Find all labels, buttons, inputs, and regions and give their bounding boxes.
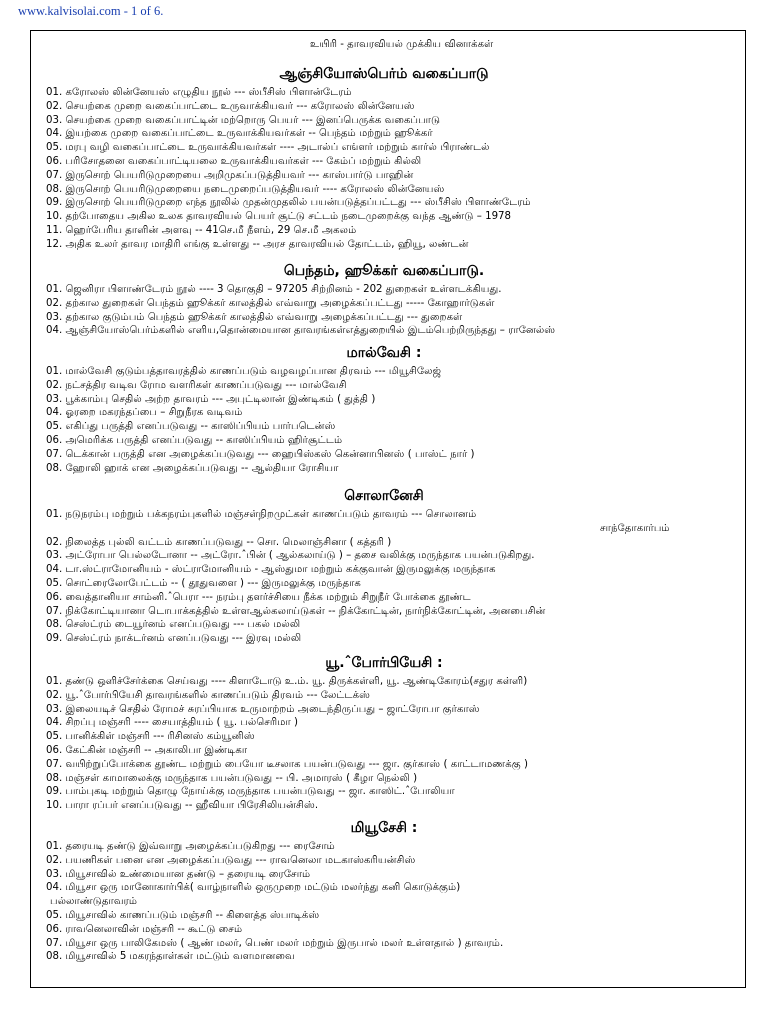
document-title: உயிரி - தாவரவியல் முக்கிய வினாக்கள் xyxy=(310,39,494,50)
list-item: 08. இருசொற் பெயரிடுமுறையை நடைமுறைப்படுத்தியவர் ---- கரோலஸ் லின்னேயஸ் xyxy=(46,183,445,195)
list-item: 01. நடுநரம்பு மற்றும் பக்கநரம்புகளில் மஞ்சள்நிறமுட்கள் காணப்படும் தாவரம் --- சொலானம் xyxy=(46,509,477,520)
list-item: 04. ஓரறை மகரந்தப்பை – சிறுநீரக வடிவம் xyxy=(46,407,243,419)
list-item: 03. இலையடிச் செதில் ரோமச் சுரப்பியாக உருமாற்றம் அடைந்திருப்பது – ஜாட்ரோபா குர்காஸ் xyxy=(46,703,480,715)
list-item: 02. நிலைத்த புல்லி வட்டம் காணப்படுவது -- சொ. மெலாஞ்சினா ( கத்தரி ) xyxy=(46,536,392,548)
section-heading: மால்வேசி : xyxy=(346,345,422,361)
list-item: 11. ஹெர்பேரிய தாளின் அளவு -- 41செ.மீ நீளம், 29 செ.மீ அகலம் xyxy=(46,225,357,236)
list-item: 03. தற்கால குடும்பம் பெந்தம் ஹூக்கர் காலத்தில் எவ்வாறு அழைக்கப்பட்டது --- துறைகள் xyxy=(46,311,463,323)
list-item: 07. இருசொற் பெயரிடுமுறையை அறிமுகப்படுத்தியவர் --- காஸ்பார்டு பாஹின் xyxy=(46,169,414,181)
list-item: 03. செயற்கை முறை வகைப்பாட்டின் மற்றொரு பெயர் --- இனப்பெருக்க வகைப்பாடு xyxy=(46,114,441,126)
list-item: 03. அட்ரோபா பெல்லடோனா -- அட்ரோ.ˆபின் ( ஆல்கலாய்டு ) – தசை வலிக்கு மருந்தாக பயன்படுகிறது. xyxy=(46,550,535,562)
list-item: 10. பாரா ரப்பர் எனப்படுவது -- ஹீவியா பிரேசிலியன்சிஸ். xyxy=(46,800,319,812)
list-item: 03. மியூசாவில் உண்மையான தண்டு – தரையடி ரைசோம் xyxy=(46,868,311,880)
list-item: 01. மால்வேசி குடும்பத்தாவரத்தில் காணப்படும் வழவழப்பான திரவம் --- மியூசிலேஜ் xyxy=(46,366,442,377)
list-item: 02. பயணிகள் பனை என அழைக்கப்படுவது --- ராவனெலா மடகாஸ்கரியன்சிஸ் xyxy=(46,854,416,866)
list-item: 06. ராவனெலாவின் மஞ்சரி -- கூட்டு சைம் xyxy=(46,923,243,935)
list-item: 05. எகிப்து பருத்தி எனப்படுவது -- காஸிப்பியம் பார்படென்ஸ் xyxy=(46,421,336,433)
list-item: 03. பூக்காம்பு செதில் அற்ற தாவரம் --- அபுட்டிலான் இண்டிகம் ( துத்தி ) xyxy=(46,393,376,405)
section-heading: மியூசேசி : xyxy=(350,820,418,836)
list-item: 07. மியூசா ஒரு பாலிகேமஸ் ( ஆண் மலர், பெண் மலர் மற்றும் இருபால் மலர் உள்ளதால் ) தாவரம். xyxy=(46,937,504,949)
list-item: 05. சொட்ரைலோபேட்டம் -- ( தூதுவளை ) --- இருமலுக்கு மருந்தாக xyxy=(46,578,361,589)
list-item: 01. ஜெனிரா பிளாண்டேரம் நூல் ---- 3 தொகுதி – 97205 சிற்றினம் - 202 துறைகள் உள்ளடக்கியது. xyxy=(46,284,502,295)
list-item: 02. செயற்கை முறை வகைப்பாட்டை உருவாக்கியவர் --- கரோலஸ் லின்னேயஸ் xyxy=(46,100,415,112)
list-item: 09. இருசொற் பெயரிடுமுறை எந்த நூலில் முதன்முதலில் பயன்படுத்தப்பட்டது --- ஸ்பீசிஸ் பிளாண்டேரம் xyxy=(46,197,531,209)
list-item: 02. யூ.ˆபோர்பியேசி தாவரங்களில் காணப்படும் திரவம் --- லேட்டக்ஸ் xyxy=(46,689,371,701)
list-item: 04. சிறப்பு மஞ்சரி ---- சையாத்தியம் ( யூ. பல்செரிமா ) xyxy=(46,717,299,729)
list-item: 07. நிக்கோட்டியானா டொபாக்கத்தில் உள்ளஆல்கலாய்டுகள் -- நிக்கோட்டின், நார்நிக்கோட்டின், அனபைசின் xyxy=(46,605,546,617)
list-item: 10. தற்போதைய அகில உலக தாவரவியல் பெயர் சூட்டு சட்டம் நடைமுறைக்கு வந்த ஆண்டு – 1978 xyxy=(46,211,512,223)
list-item: 04. ஆஞ்சியோஸ்பெர்ம்களில் எளிய,தொன்மையான தாவரங்கள்எத்துறையில் இடம்பெற்றிருந்தது – ரானேல்ஸ் xyxy=(46,325,556,337)
list-item: 01. தண்டு ஒளிச்சேர்க்கை செய்வது ---- கிளாடோடு உ.ம். யூ. திருக்கள்ளி, யூ. ஆண்டிகோரம்(சதுர கள்ளி) xyxy=(46,676,528,687)
list-item: 07. வயிற்றுப்போக்கை தூண்ட மற்றும் பையோ டீசலாக பயன்படுவது --- ஜா. குர்காஸ் ( காட்டாமணக்கு ) xyxy=(46,758,528,770)
list-item: 06. கேட்கின் மஞ்சரி -- அகாலிபா இண்டிகா xyxy=(46,745,248,756)
list-item: 06. வைத்தானியா சாம்னி.ˆபெரா --- நரம்பு தளர்ச்சியை நீக்க மற்றும் சிறுநீர் போக்கை தூண்ட xyxy=(46,591,471,603)
list-item: 12. அதிக உலர் தாவர மாதிரி எங்கு உள்ளது -- அரச தாவரவியல் தோட்டம், ஹியூ, லண்டன் xyxy=(46,238,469,250)
list-item: 04. மியூசா ஒரு மானோகார்பிக்( வாழ்நாளில் ஒருமுறை மட்டும் மலர்ந்து கனி கொடுக்கும்) xyxy=(46,882,461,894)
list-item: 08. மஞ்சள் காமாலைக்கு மருந்தாக பயன்படுவது -- பி. அமாரஸ் ( கீழா நெல்லி ) xyxy=(46,772,418,784)
list-item: 09. பாம்புகடி மற்றும் தொழு நோய்க்கு மருந்தாக பயன்படுவது -- ஜா. காஸிட்.ˆபோலியா xyxy=(46,786,455,798)
list-item: 01. தரையடி தண்டு இவ்வாறு அழைக்கப்படுகிறது --- ரைசோம் xyxy=(46,841,335,852)
list-item: 07. டெக்கான் பருத்தி என அழைக்கப்படுவது --- ஹைபிஸ்கஸ் கென்னாபினஸ் ( பாஸ்ட் நார் ) xyxy=(46,448,475,460)
list-item: 02. தற்கால துறைகள் பெந்தம் ஹூக்கர் காலத்தில் எவ்வாறு அழைக்கப்பட்டது ----- கோஹார்டுகள் xyxy=(46,297,495,309)
list-item-continuation: பல்லாண்டுதாவரம் xyxy=(50,896,138,908)
list-item: 05. மரபு வழி வகைப்பாட்டை உருவாக்கியவர்கள் ---- அடால்ப் எங்ளர் மற்றும் கார்ல் பிராண்டல் xyxy=(46,142,490,154)
list-item: 05. மியூசாவில் காணப்படும் மஞ்சரி -- கிளைத்த ஸ்பாடிக்ஸ் xyxy=(46,910,320,921)
list-item: 06. அமெரிக்க பருத்தி எனப்படுவது -- காஸிப்பியம் ஹிர்சூட்டம் xyxy=(46,435,343,446)
site-header: www.kalvisolai.com - 1 of 6. xyxy=(18,4,164,18)
list-item: 02. நட்சத்திர வடிவ ரோம வளரிகள் காணப்படுவது --- மால்வேசி xyxy=(46,379,347,391)
list-item: 04. டா.ஸ்ட்ராமோனியம் - ஸ்ட்ராமோனியம் - ஆஸ்துமா மற்றும் கக்குவான் இருமலுக்கு மருந்தாக xyxy=(46,564,496,576)
list-item: 09. செஸ்ட்ரம் நாக்டர்னம் எனப்படுவது --- இரவு மல்லி xyxy=(46,633,302,645)
section-heading: ஆஞ்சியோஸ்பெர்ம் வகைப்பாடு xyxy=(279,66,489,82)
list-item: 05. பானிக்கிள் மஞ்சரி --- ரிசினஸ் கம்யூனிஸ் xyxy=(46,731,255,743)
list-item: 08. மியூசாவில் 5 மகரந்தாள்கள் மட்டும் வளமானவை xyxy=(46,951,295,963)
list-item: 04. இயற்கை முறை வகைப்பாட்டை உருவாக்கியவர்கள் -- பெந்தம் மற்றும் ஹூக்கர் xyxy=(46,128,433,140)
list-item: 08. செஸ்ட்ரம் டையூர்னம் எனப்படுவது --- பகல் மல்லி xyxy=(46,619,301,631)
list-item: 08. ஹோலி ஹாக் என அழைக்கப்படுவது -- ஆல்தியா ரோசியா xyxy=(46,462,339,474)
section-heading: யூ.ˆபோர்பியேசி : xyxy=(325,655,443,671)
section-heading: பெந்தம், ஹூக்கர் வகைப்பாடு. xyxy=(283,263,485,279)
list-item: 06. பரிசோதனை வகைப்பாட்டியலை உருவாக்கியவர்கள் --- கேம்ப் மற்றும் கில்லி xyxy=(46,156,422,167)
list-item: 01. கரோலஸ் லின்னேயஸ் எழுதிய நூல் --- ஸ்பீசிஸ் பிளான்டேரம் xyxy=(46,87,352,98)
section-heading: சொலானேசி xyxy=(344,488,424,504)
list-item-continuation: சாந்தோகார்பம் xyxy=(600,522,670,534)
